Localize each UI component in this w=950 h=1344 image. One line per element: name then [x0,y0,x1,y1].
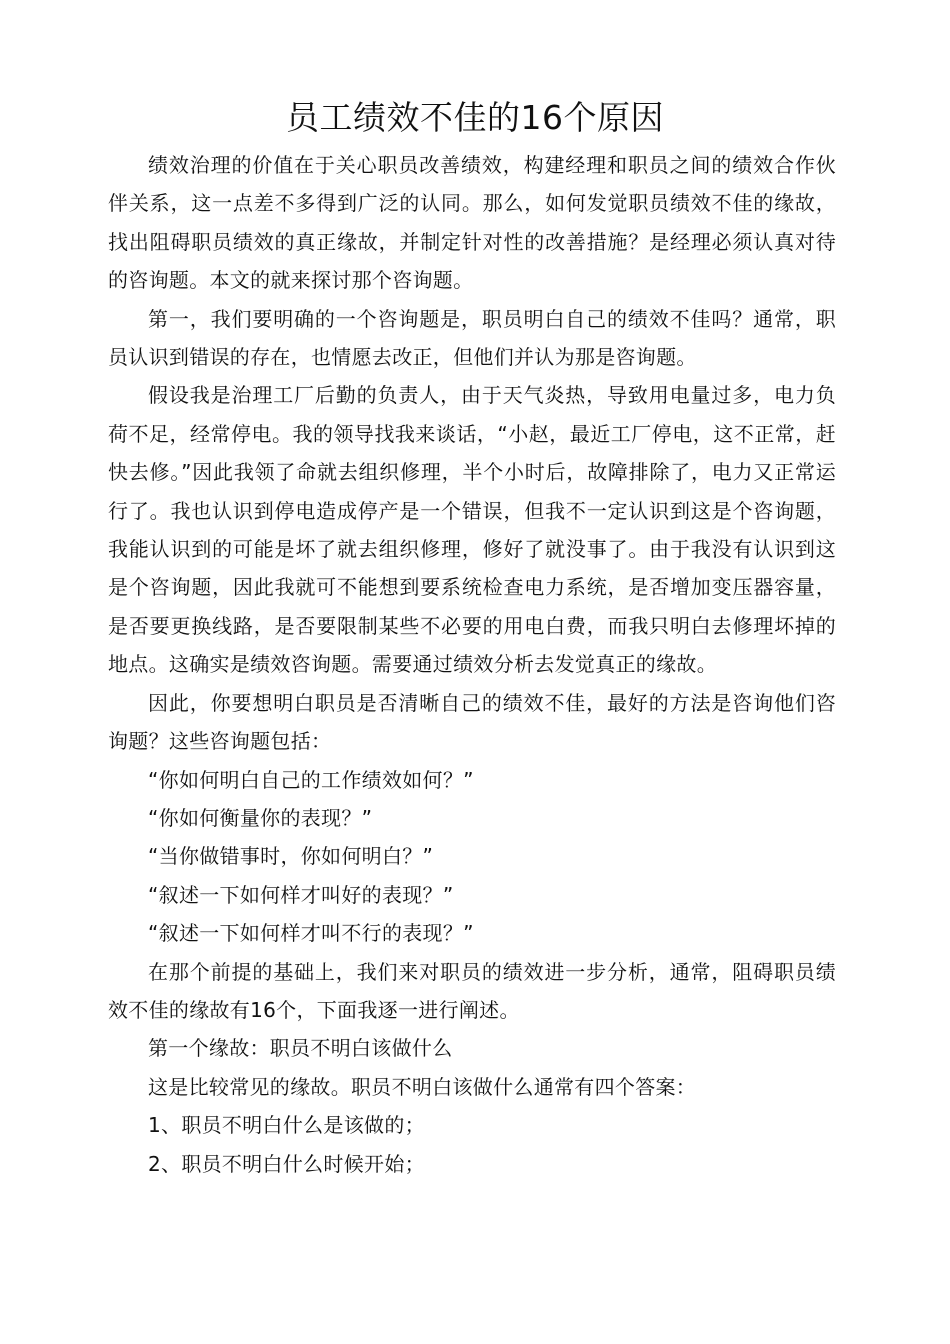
question-item: “你如何衡量你的表现？” [148,805,373,830]
section-heading-reason-one: 第一个缘故：职员不明白该做什么 [148,1036,453,1061]
document-body [108,146,836,1183]
question-item: “叙述一下如何样才叫不行的表现？” [148,921,474,946]
question-item: “叙述一下如何样才叫好的表现？” [148,882,454,907]
list-item: 1、职员不明白什么是该做的； [148,1113,425,1138]
document-title: 员工绩效不佳的16个原因 [286,98,664,137]
paragraph-four-answers: 这是比较常见的缘故。职员不明白该做什么通常有四个答案： [148,1074,697,1099]
paragraph-sixteen-reasons: 在那个前提的基础上，我们来对职员的绩效进一步分析，通常，阻碍职员绩效不佳的缘故有16个，下面我逐一进行阐述。 [108,959,836,1022]
paragraph-intro: 绩效治理的价值在于关心职员改善绩效，构建经理和职员之间的绩效合作伙伴关系，这一点差不多得到广泛的认同。那么，如何发觉职员绩效不佳的缘故，找出阻碍职员绩效的真正缘故，并制定针对性的改善措施？是经理必须认真对待的咨询题。本文的就来探讨那个咨询题。 [108,153,836,293]
question-item: “当你做错事时，你如何明白？” [148,844,434,869]
question-item: “你如何明白自己的工作绩效如何？” [148,767,474,792]
paragraph-ask-questions: 因此，你要想明白职员是否清晰自己的绩效不佳，最好的方法是咨询他们咨询题？这些咨询题包括： [108,690,836,754]
list-item: 2、职员不明白什么时候开始； [148,1151,425,1176]
paragraph-first-question: 第一，我们要明确的一个咨询题是，职员明白自己的绩效不佳吗？通常，职员认识到错误的存在，也情愿去改正，但他们并认为那是咨询题。 [108,306,836,370]
paragraph-example: 假设我是治理工厂后勤的负责人，由于天气炎热，导致用电量过多，电力负荷不足，经常停电。我的领导找我来谈话，“小赵，最近工厂停电，这不正常，赶快去修。”因此我领了命就去组织修理，半个小时后，故障排除了，电力又正常运行了。我也认识到停电造成停产是一个错误，但我不一定认识到这是个咨询题，我能认识到的可能是坏了就去组织修理，修好了就没事了。由于我没有认识到这是个咨询题，因此我就可不能想到要系统检查电力系统，是否增加变压器容量，是否要更换线路，是否要限制某些不必要的用电白费，而我只明白去修理坏掉的地点。这确实是绩效咨询题。需要通过绩效分析去发觉真正的缘故。 [108,383,836,677]
